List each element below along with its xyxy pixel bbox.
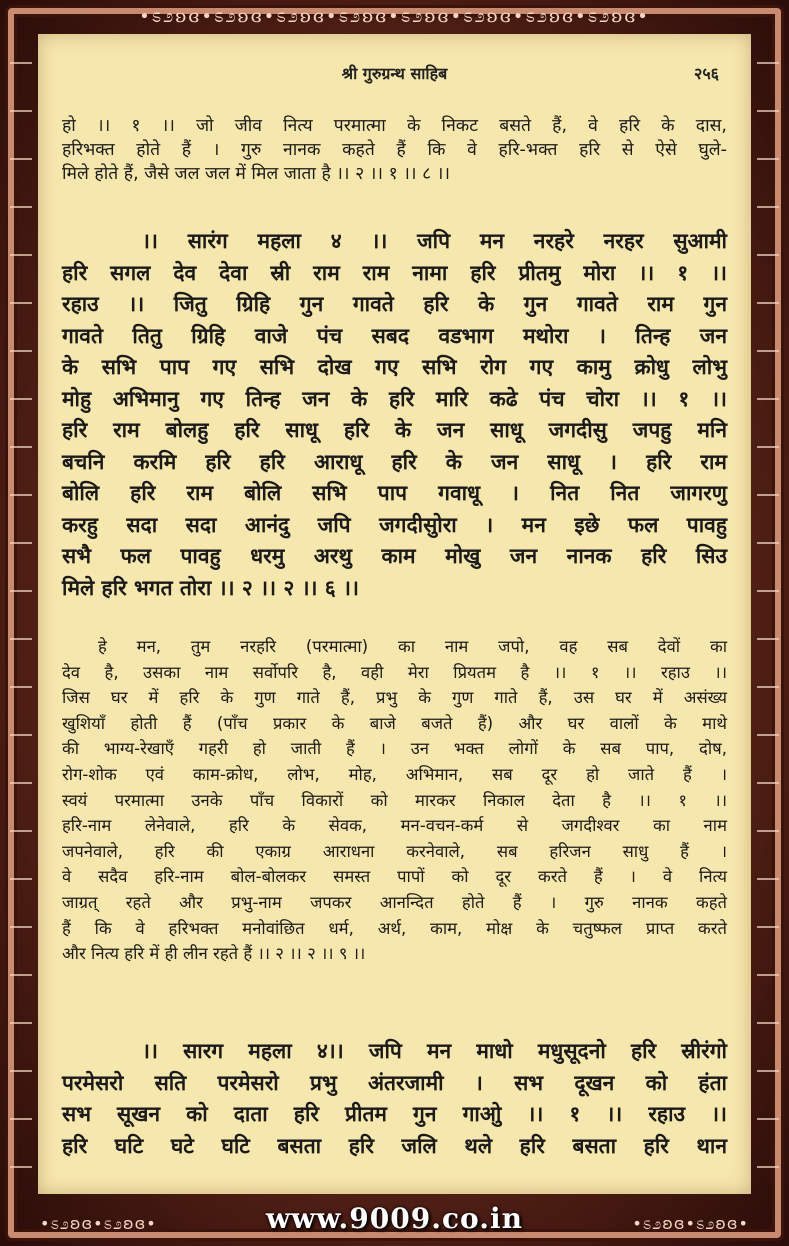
verse-heading: ।। सारग महला ४।। जपि मन माधो मधुसूदनो हरि स्रीरंगो [142, 1039, 727, 1063]
text-line: देव है, उसका नाम सर्वोपरि है, वही मेरा प्रियतम है ।। १ ।। रहाउ ।। [62, 662, 727, 682]
verse-line: करहु सदा सदा आनंदु जपि जगदीसुोरा । मन इछे फल पावहु [62, 512, 727, 537]
verse-line: परमेसरो सति परमेसरो प्रभु अंतरजामी । सभ दूखन को हंता [62, 1070, 727, 1095]
verse-line: हरि राम बोलहु हरि साधू हरि के जन साधू जगदीसु जपहु मनि [62, 418, 727, 442]
verse-line: बोलि हरि राम बोलि सभि पाप गवाधू । नित नित जागरणु [62, 481, 727, 505]
verse-line: बचनि करमि हरि हरि आराधू हरि के जन साधू । हरि राम [62, 449, 727, 474]
translation-paragraph-1 [62, 114, 727, 186]
text-line: जाग्रत् रहते और प्रभु-नाम जपकर आनन्दित होते हैं । गुरु नानक कहते [62, 892, 727, 912]
text-line: स्वयं परमात्मा उनके पाँच विकारों को मारकर निकाल देता है ।। १ ।। [62, 790, 727, 810]
verse-line: हरि सगल देव देवा स्री राम राम नामा हरि प्रीतमु मोरा ।। १ ।। [62, 260, 727, 285]
text-line: हरिभक्त होते हैं । गुरु नानक कहते हैं कि वे हरि-भक्त हरि से ऐसे घुले- [62, 140, 727, 160]
verse-block-1 [62, 226, 727, 604]
scripture-page [38, 34, 751, 1194]
verse-line: मिले हरि भगत तोरा ।। २ ।। २ ।। ६ ।। [62, 575, 359, 600]
page-title: श्री गुरुग्रन्थ साहिब [341, 64, 448, 83]
footer-website: www.9009.co.in [266, 1202, 523, 1235]
text-line: वे सदैव हरि-नाम बोल-बोलकर समस्त पापों को दूर करते हैं । वे नित्य [62, 867, 727, 887]
verse-line: के सभि पाप गए सभि दोख गए सभि रोग गए कामु क्रोधु लोभु [62, 355, 727, 379]
verse-line: रहाउ ।। जितु ग्रिहि गुन गावते हरि के गुन गावते राम गुन [62, 292, 727, 316]
top-ornament: •ಽ೨ʚɞ•ಽ೨ʚɞ•ಽ೨ʚɞ•ಽ೨ʚɞ•ಽ೨ʚɞ•ಽ೨ʚɞ•ಽ೨ʚɞ•ಽ೨ʚɞ• [139, 6, 650, 27]
verse-line: सभै फल पावहु धरमु अरथु काम मोखु जन नानक हरि सिउ [62, 544, 727, 568]
text-line: रोग-शोक एवं काम-क्रोध, लोभ, मोह, अभिमान, सब दूर हो जाते हैं । [62, 764, 727, 784]
page-header [38, 62, 751, 88]
text-line: खुशियाँ होती हैं (पाँच प्रकार के बाजे बजते हैं) और घर वालों के माथे [62, 713, 727, 733]
text-line: हो ।। १ ।। जो जीव नित्य परमात्मा के निकट बसते हैं, वे हरि के दास, [62, 116, 727, 136]
text-line: मिले होते हैं, जैसे जल जल में मिल जाता है ।। २ ।। १ ।। ८ ।। [62, 164, 451, 184]
verse-line: गावते तितु ग्रिहि वाजे पंच सबद वडभाग मथोरा । तिन्ह जन [62, 323, 727, 348]
left-ornament [10, 40, 32, 1206]
text-line: की भाग्य-रेखाएँ गहरी हो जाती हैं । उन भक्त लोगों के सब पाप, दोष, [62, 739, 727, 759]
verse-block-2 [62, 1036, 727, 1162]
text-line: जपनेवाले, हरि की एकाग्र आराधना करनेवाले, सब हरिजन साधु हैं । [62, 841, 727, 861]
text-line: हे मन, तुम नरहरि (परमात्मा) का नाम जपो, वह सब देवों का [98, 637, 727, 656]
footer-ornament-right: •ಽ೨ʚɞ•ಽ೨ʚɞ• [632, 1214, 749, 1233]
verse-line: मोहु अभिमानु गए तिन्ह जन के हरि मारि कढे पंच चोरा ।। १ ।। [62, 386, 727, 411]
translation-paragraph-2 [62, 634, 727, 967]
page-number: २५६ [694, 64, 719, 83]
verse-heading: ।। सारंग महला ४ ।। जपि मन नरहरे नरहर सुआमी [142, 229, 727, 253]
verse-line: हरि घटि घटे घटि बसता हरि जलि थले हरि बसता हरि थान [62, 1133, 727, 1158]
text-line: हैं कि वे हरिभक्त मनोवांछित धर्म, अर्थ, काम, मोक्ष के चतुष्फल प्राप्त करते [62, 918, 727, 938]
footer-ornament-left: •ಽ೨ʚɞ•ಽ೨ʚɞ• [40, 1214, 157, 1233]
text-line: हरि-नाम लेनेवाले, हरि के सेवक, मन-वचन-कर्म से जगदीश्वर का नाम [62, 816, 727, 836]
text-line: जिस घर में हरि के गुण गाते हैं, प्रभु के गुण गाते हैं, उस घर में असंख्य [62, 688, 727, 708]
right-ornament [757, 40, 779, 1206]
text-line: और नित्य हरि में ही लीन रहते हैं ।। २ ।। २ ।। ९ ।। [62, 944, 366, 964]
verse-line: सभ सूखन को दाता हरि प्रीतम गुन गाओु ।। १ ।। रहाउ ।। [62, 1102, 727, 1126]
